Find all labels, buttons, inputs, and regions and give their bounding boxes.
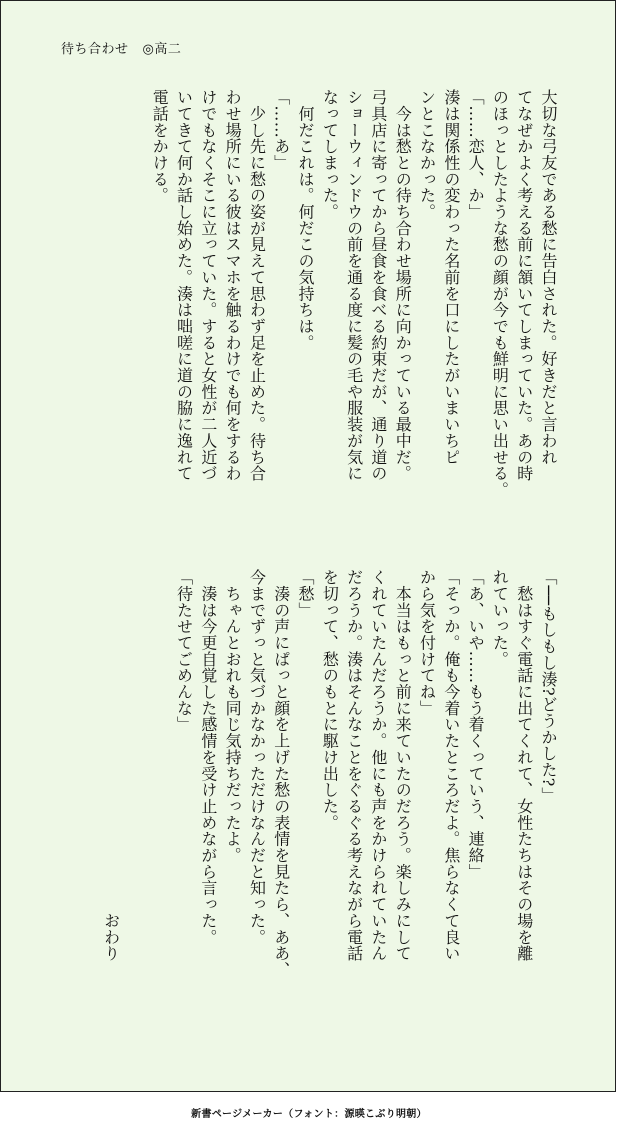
text-line: てなぜかよく考える前に頷いてしまっていた。あの時 <box>514 89 534 482</box>
text-line: わせ場所にいる彼はスマホを触るわけでも何をするわ <box>223 89 243 482</box>
text-line: 湊は関係性の変わった名前を口にしたがいまいちピ <box>441 89 461 466</box>
text-line: 「そっか。俺も今着いたところだよ。焦らなくて良い <box>441 569 461 962</box>
text-line: 本当はもっと前に来ていたのだろう。楽しみにして <box>393 569 413 962</box>
text-line: 弓具店に寄ってから昼食を食べる約束だが、通り道の <box>368 89 388 482</box>
text-line: を切って、愁のもとに駆け出した。 <box>320 569 340 831</box>
upper-text-block <box>147 89 560 529</box>
text-line <box>147 569 171 1009</box>
text-line: 「愁」 <box>296 569 316 619</box>
text-line: 「あ、いや……もう着くっていう、連絡」 <box>466 569 486 880</box>
text-line: 電話をかける。 <box>150 89 170 204</box>
text-line: 少し先に愁の姿が見えて思わず足を止めた。待ち合 <box>247 89 267 482</box>
text-line: 愁はすぐ電話に出てくれて、女性たちはその場を離 <box>514 569 534 962</box>
text-line: 「……あ」 <box>271 89 291 171</box>
text-line: から気を付けてね」 <box>417 569 437 717</box>
text-line: ンとこなかった。 <box>417 89 437 220</box>
text-line: なってしまった。 <box>320 89 340 220</box>
text-line: 大切な弓友である愁に告白された。好きだと言われ <box>539 89 558 466</box>
text-line: のほっとしたような愁の顔が今でも鮮明に思い出せる。 <box>490 89 510 498</box>
text-line: くれていたんだろうか。他にも声をかけられていたん <box>368 569 388 962</box>
text-line: 「……恋人、か」 <box>466 89 486 220</box>
story-title: 待ち合わせ <box>61 42 129 57</box>
text-line: 今までずっと気づかなかっただけなんだと知った。 <box>247 569 267 946</box>
text-line: おわり <box>101 569 121 962</box>
text-line: 湊の声にぱっと顔を上げた愁の表情を見たら、ああ、 <box>271 569 291 978</box>
text-line: 今は愁との待ち合わせ場所に向かっている最中だ。 <box>393 89 413 482</box>
text-line: けでもなくそこに立っていた。すると女性が二人近づ <box>198 89 218 482</box>
text-line: いてきて何か話し始めた。湊は咄嗟に道の脇に逸れて <box>174 89 194 482</box>
text-line: 「──もしもし湊?どうかした?」 <box>539 569 558 804</box>
text-line: ショーウィンドウの前を通る度に髪の毛や服装が気に <box>344 89 364 482</box>
text-line: 「待たせてごめんな」 <box>174 569 194 733</box>
text-line: ちゃんとおれも同じ気持ちだったよ。 <box>223 569 243 864</box>
text-line: れていった。 <box>490 569 510 668</box>
lower-text-block <box>98 569 560 1009</box>
text-line: 湊は今更自覚した感情を受け止めながら言った。 <box>198 569 218 946</box>
text-line <box>123 569 147 1009</box>
text-line: 何だこれは。何だこの気持ちは。 <box>296 89 316 351</box>
page-header <box>61 38 181 57</box>
author-label: ◎高二 <box>142 42 182 57</box>
text-line: だろうか。湊はそんなことをぐるぐる考えながら電話 <box>344 569 364 962</box>
footer-credit: 新書ページメーカー（フォント：源暎こぶり明朝） <box>191 1109 427 1120</box>
